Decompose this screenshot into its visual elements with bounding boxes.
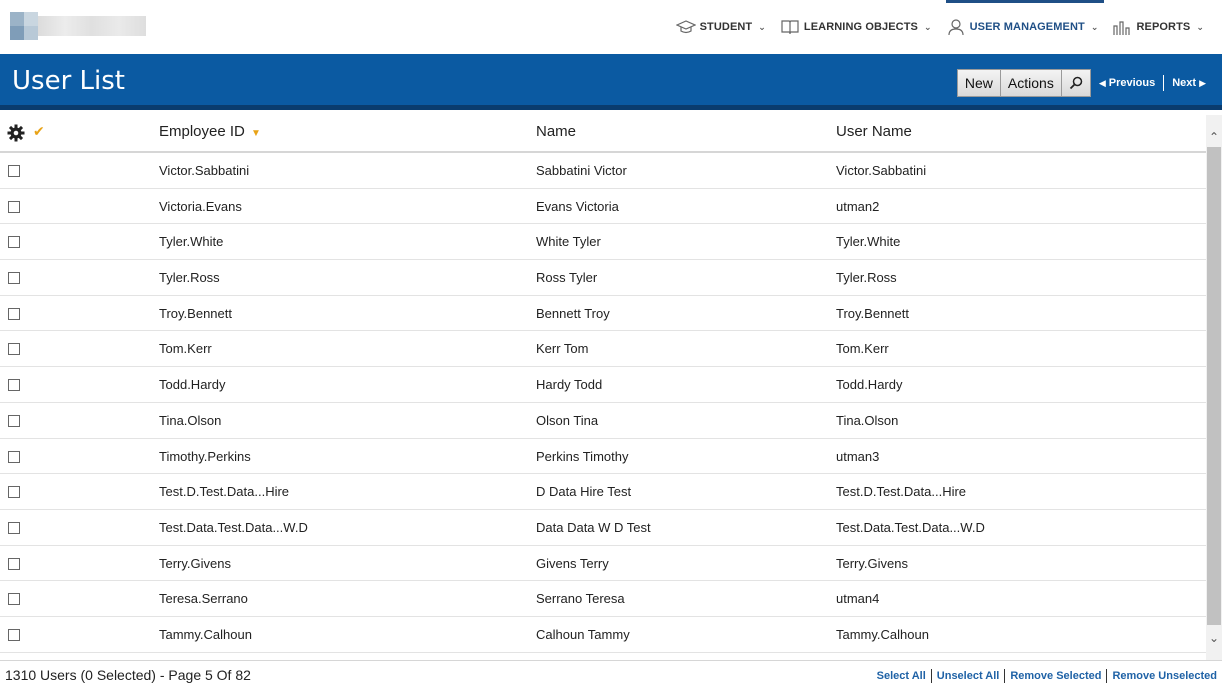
new-button[interactable]: New [957, 69, 1001, 97]
nav-learning-objects-label: LEARNING OBJECTS [803, 21, 918, 33]
user-name-cell: Tom.Kerr [836, 341, 889, 357]
user-name-cell: Tina.Olson [836, 412, 899, 428]
remove-selected-link[interactable]: Remove Selected [1010, 670, 1102, 682]
page-header [0, 54, 1222, 110]
row-checkbox[interactable] [8, 165, 20, 177]
column-header-user-name[interactable]: User Name [836, 123, 912, 140]
name-cell: Kerr Tom [536, 341, 589, 357]
name-cell: Hardy Todd [536, 377, 603, 393]
row-checkbox[interactable] [8, 558, 20, 570]
user-icon [946, 18, 966, 36]
table-row[interactable] [0, 153, 1206, 189]
row-checkbox[interactable] [8, 308, 20, 320]
nav-learning-objects[interactable] [776, 0, 942, 54]
employee-id-cell[interactable]: Tyler.Ross [159, 270, 220, 286]
table-row[interactable] [0, 331, 1206, 367]
name-cell: Bennett Troy [536, 305, 610, 321]
user-name-cell: utman2 [836, 198, 880, 214]
employee-id-cell[interactable]: Victor.Sabbatini [159, 163, 250, 178]
name-cell: Evans Victoria [536, 198, 619, 214]
scroll-down-icon[interactable]: ⌄ [1208, 631, 1220, 645]
row-checkbox[interactable] [8, 201, 20, 213]
graduation-cap-icon [676, 18, 696, 36]
row-checkbox[interactable] [8, 236, 20, 248]
column-header-name[interactable]: Name [536, 123, 577, 140]
page-title: User List [12, 66, 125, 96]
row-checkbox[interactable] [8, 415, 20, 427]
employee-id-cell[interactable]: Troy.Bennett [159, 305, 232, 321]
name-cell: Perkins Timothy [536, 448, 629, 464]
employee-id-header-label: Employee ID [159, 123, 245, 140]
user-name-cell: Terry.Givens [836, 555, 908, 571]
arrow-left-icon: ◀ [1098, 77, 1106, 88]
employee-id-cell[interactable]: Tyler.White [159, 234, 224, 250]
table-row[interactable] [0, 189, 1206, 225]
table-body [0, 153, 1206, 653]
name-cell: Sabbatini Victor [536, 163, 627, 178]
nav-student[interactable] [672, 0, 776, 54]
search-button[interactable] [1062, 69, 1091, 97]
table-header [0, 115, 1206, 153]
bar-chart-icon [1112, 18, 1132, 36]
user-name-cell: Test.Data.Test.Data...W.D [836, 519, 985, 535]
row-checkbox[interactable] [8, 343, 20, 355]
chevron-down-icon[interactable]: ⌄ [923, 21, 932, 32]
employee-id-cell[interactable]: Tina.Olson [159, 412, 222, 428]
table-row[interactable] [0, 510, 1206, 546]
table-row[interactable] [0, 474, 1206, 510]
table-row[interactable] [0, 403, 1206, 439]
column-header-employee-id[interactable] [159, 123, 261, 140]
user-name-cell: Victor.Sabbatini [836, 163, 927, 178]
table-row[interactable] [0, 296, 1206, 332]
row-checkbox[interactable] [8, 486, 20, 498]
name-cell: D Data Hire Test [536, 484, 632, 500]
remove-unselected-link[interactable]: Remove Unselected [1112, 670, 1217, 682]
next-link[interactable] [1172, 77, 1206, 89]
row-checkbox[interactable] [8, 272, 20, 284]
top-navigation [0, 0, 1222, 54]
scrollbar-thumb[interactable] [1207, 147, 1221, 625]
user-name-cell: Troy.Bennett [836, 305, 909, 321]
nav-student-label: STUDENT [699, 21, 753, 33]
name-cell: White Tyler [536, 234, 601, 250]
employee-id-cell[interactable]: Teresa.Serrano [159, 591, 248, 607]
nav-reports-label: REPORTS [1136, 21, 1191, 33]
row-checkbox[interactable] [8, 593, 20, 605]
unselect-all-link[interactable]: Unselect All [936, 670, 1000, 682]
user-name-cell: Test.D.Test.Data...Hire [836, 484, 967, 500]
employee-id-cell[interactable]: Terry.Givens [159, 555, 231, 571]
employee-id-cell[interactable]: Test.Data.Test.Data...W.D [159, 519, 308, 535]
divider [1106, 669, 1107, 683]
book-icon [780, 18, 800, 36]
logo[interactable] [10, 12, 146, 42]
table-row[interactable] [0, 546, 1206, 582]
employee-id-cell[interactable]: Timothy.Perkins [159, 448, 251, 464]
employee-id-cell[interactable]: Tammy.Calhoun [159, 626, 252, 642]
table-row[interactable] [0, 581, 1206, 617]
user-table [0, 115, 1206, 660]
user-name-cell: utman4 [836, 591, 880, 607]
next-label: Next [1172, 77, 1197, 89]
row-checkbox[interactable] [8, 451, 20, 463]
name-cell: Calhoun Tammy [536, 626, 630, 642]
nav-user-management[interactable] [942, 0, 1109, 54]
name-cell: Data Data W D Test [536, 519, 651, 535]
name-cell: Serrano Teresa [536, 591, 625, 607]
name-cell: Olson Tina [536, 412, 599, 428]
chevron-down-icon[interactable]: ⌄ [758, 21, 766, 32]
pagination [1099, 75, 1206, 91]
previous-link[interactable] [1099, 77, 1155, 89]
record-count-status: 1310 Users (0 Selected) - Page 5 Of 82 [5, 667, 251, 683]
sort-desc-icon: ▼ [251, 128, 261, 139]
previous-label: Previous [1108, 77, 1156, 89]
divider [1163, 75, 1164, 91]
user-name-cell: Tyler.Ross [836, 270, 897, 286]
actions-button[interactable]: Actions [1001, 69, 1062, 97]
table-footer [0, 660, 1222, 690]
name-cell: Ross Tyler [536, 270, 598, 286]
header-toolbar [957, 68, 1206, 98]
nav-user-management-label: USER MANAGEMENT [969, 21, 1085, 33]
table-row[interactable] [0, 224, 1206, 260]
employee-id-cell[interactable]: Todd.Hardy [159, 377, 226, 393]
user-name-cell: Todd.Hardy [836, 377, 903, 393]
row-checkbox[interactable] [8, 379, 20, 391]
selection-links [877, 669, 1217, 683]
name-cell: Givens Terry [536, 555, 609, 571]
nav-reports[interactable] [1108, 0, 1214, 54]
arrow-right-icon: ▶ [1199, 77, 1206, 88]
table-row[interactable] [0, 260, 1206, 296]
select-all-link[interactable]: Select All [876, 670, 926, 682]
row-checkbox[interactable] [8, 522, 20, 534]
scroll-up-icon[interactable]: ⌃ [1208, 130, 1220, 144]
user-name-cell: utman3 [836, 448, 880, 464]
gear-icon[interactable] [7, 124, 25, 147]
vertical-scrollbar[interactable] [1206, 115, 1222, 660]
chevron-down-icon[interactable]: ⌄ [1090, 21, 1099, 32]
user-name-cell: Tyler.White [836, 234, 901, 250]
main-nav [672, 0, 1214, 54]
table-row[interactable] [0, 439, 1206, 475]
employee-id-cell[interactable]: Tom.Kerr [159, 341, 212, 357]
search-icon [1069, 76, 1083, 90]
divider [931, 669, 932, 683]
chevron-down-icon[interactable]: ⌄ [1196, 21, 1204, 32]
checkmark-icon[interactable]: ✔ [33, 123, 45, 139]
employee-id-cell[interactable]: Test.D.Test.Data...Hire [159, 484, 290, 500]
employee-id-cell[interactable]: Victoria.Evans [159, 198, 242, 214]
user-name-cell: Tammy.Calhoun [836, 626, 929, 642]
table-row[interactable] [0, 617, 1206, 653]
divider [1004, 669, 1005, 683]
table-row[interactable] [0, 367, 1206, 403]
row-checkbox[interactable] [8, 629, 20, 641]
